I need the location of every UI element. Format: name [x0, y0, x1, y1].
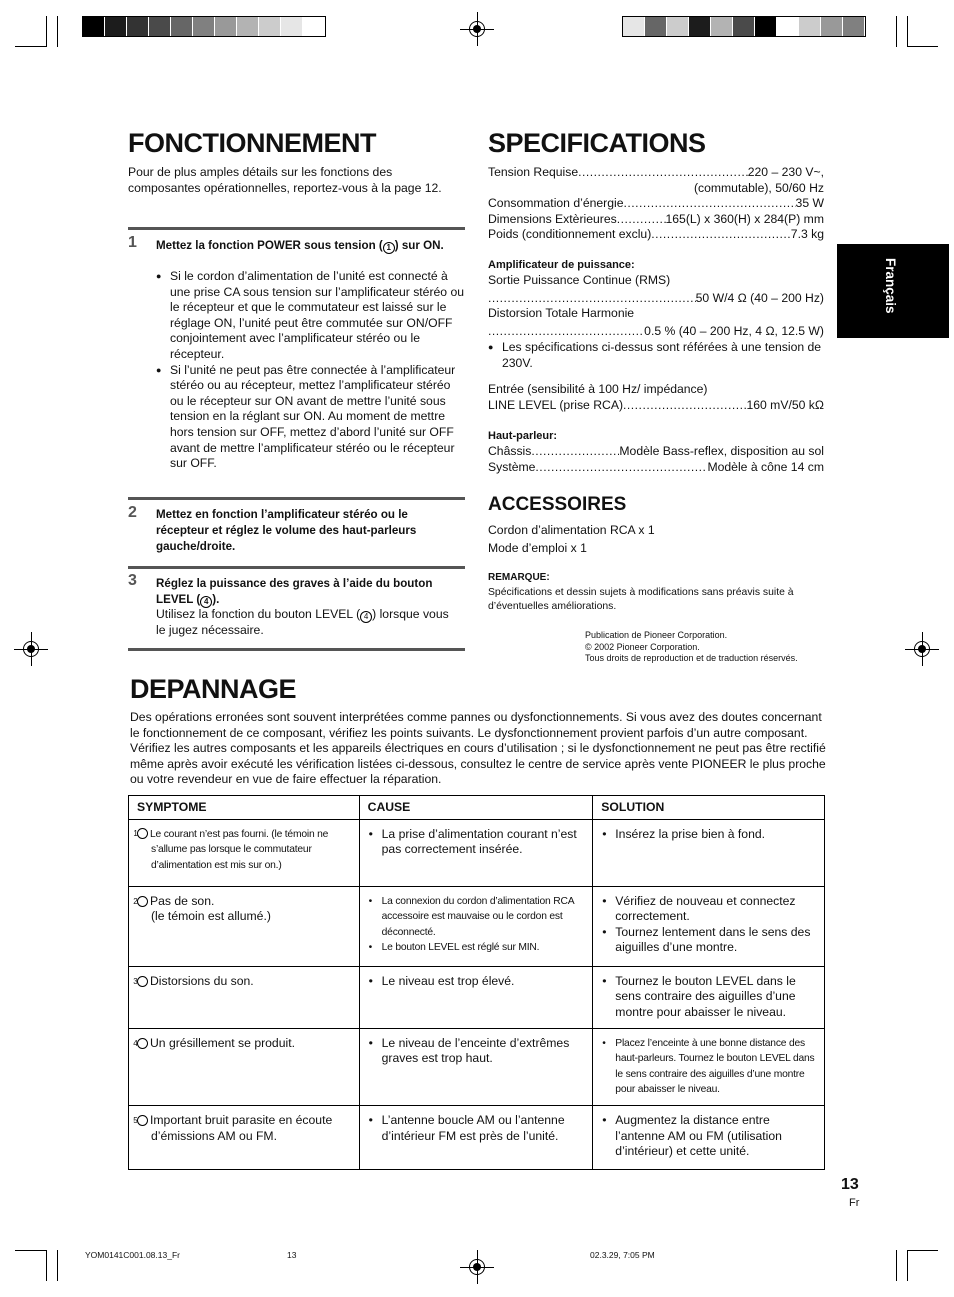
- color-swatch: [303, 17, 325, 36]
- specifications-title: SPECIFICATIONS: [488, 128, 706, 158]
- table-row: 2 Pas de son. (le témoin est allumé.) • La connexion du cordon d’alimentation RCA accessoire est mauvaise ou le cordon est déconnecté. • Le bouton LEVEL est réglé sur MIN. • Vérifiez de nouveau et connectez correctement. • Tournez lentement dans le sens des aiguilles d’une montre.: [129, 886, 825, 966]
- color-swatch: [843, 17, 865, 36]
- table-row: 3 Distorsions du son. • Le niveau est trop élevé. • Tournez le bouton LEVEL dans le sens contraire des aiguilles d’une montre pour abaisser le niveau.: [129, 966, 825, 1028]
- color-swatch: [149, 17, 171, 36]
- footer-code: YOM0141C001.08.13_Fr: [85, 1250, 180, 1260]
- step-number: 1: [128, 234, 137, 251]
- hp-heading: Haut-parleur:: [488, 430, 558, 442]
- list-item: ● Si le cordon d’alimentation de l’unité est connecté à une prise CA sous tension sur l’amplificateur stéréo ou le récepteur et que le commutateur est laissé sur le réglage ON, l’unité peut être commutée sur ON/OFF conjointement avec l’amplificateur stéréo ou le récepteur.: [156, 269, 465, 363]
- page-number: 13: [841, 1176, 859, 1193]
- color-swatch: [237, 17, 259, 36]
- list-item: • Tournez lentement dans le sens des aiguilles d’une montre.: [601, 925, 816, 956]
- color-swatch: [799, 17, 821, 36]
- publication-note: Publication de Pioneer Corporation. © 2002 Pioneer Corporation. Tous droits de reproduction et de traduction réservés.: [585, 630, 798, 664]
- color-swatch: [281, 17, 303, 36]
- color-swatch: [171, 17, 193, 36]
- fonctionnement-intro: Pour de plus amples détails sur les fonctions des composantes opérationnelles, reportez-vous à la page 12.: [128, 165, 442, 195]
- list-item: • Le niveau est trop élevé.: [368, 974, 585, 990]
- spec-row: Poids (conditionnement exclu) ..... 7.3 kg: [488, 227, 824, 243]
- list-item: ● Si l’unité ne peut pas être connectée à l’amplificateur stéréo ou au récepteur, mettez l’amplificateur stéréo ou le récepteur sur ON avant de mettre l’unité sous tension en la réglant sur ON. Au moment de mettre hors tension sur OFF, mettez d’abord l’unité sur OFF avant de mettre l’amplificateur stéréo ou le récepteur sur OFF.: [156, 363, 465, 472]
- list-item: • L’antenne boucle AM ou l’antenne d’intérieur FM est près de l’unité.: [368, 1113, 585, 1144]
- list-item: • La prise d’alimentation courant n’est pas correctement insérée.: [368, 827, 585, 858]
- list-item: • Tournez le bouton LEVEL dans le sens contraire des aiguilles d’une montre pour abaisser le niveau.: [601, 974, 816, 1021]
- color-swatch: [689, 17, 711, 36]
- spec-row: Dimensions Extèrieures ..... 165(L) x 360(H) x 284(P) mm: [488, 212, 824, 228]
- registration-mark-top: [466, 18, 488, 40]
- color-swatch: [83, 17, 105, 36]
- column-header: CAUSE: [359, 796, 593, 820]
- list-item: • Le bouton LEVEL est réglé sur MIN.: [368, 940, 585, 956]
- divider: [128, 648, 465, 651]
- column-header: SOLUTION: [593, 796, 825, 820]
- spec-row: Système ..... Modèle à cône 14 cm: [488, 460, 824, 476]
- color-swatch: [127, 17, 149, 36]
- language-tab-label: Français: [883, 258, 898, 314]
- color-swatch: [755, 17, 777, 36]
- table-row: 4 Un grésillement se produit. • Le niveau de l’enceinte d’extrêmes graves est trop haut. • Placez l’enceinte à une bonne distance des haut-parleurs. Tournez le bouton LEVEL dans le sens contraire des aiguilles d’une montre pour abaisser le niveau.: [129, 1028, 825, 1105]
- spec-row: ..... 0.5 % (40 – 200 Hz, 4 Ω, 12.5 W): [488, 324, 824, 340]
- color-swatch: [821, 17, 843, 36]
- color-bars-left: [82, 16, 326, 37]
- list-item: • Le niveau de l’enceinte d’extrêmes graves est trop haut.: [368, 1036, 585, 1067]
- spec-row: Tension Requise ..... 220 – 230 V~,: [488, 165, 824, 181]
- step-number: 2: [128, 504, 137, 521]
- step-number: 3: [128, 572, 137, 589]
- amp-heading: Amplificateur de puissance:: [488, 259, 635, 271]
- page-language: Fr: [849, 1197, 860, 1209]
- accessoires-title: ACCESSOIRES: [488, 494, 627, 515]
- level-icon: 4: [200, 596, 212, 608]
- registration-mark-right: [911, 638, 933, 660]
- color-swatch: [667, 17, 689, 36]
- step-3-text: Utilisez la fonction du bouton LEVEL ( 4 ) lorsque vous le jugez nécessaire.: [156, 607, 449, 637]
- column-header: SYMPTOME: [129, 796, 360, 820]
- list-item: • Vérifiez de nouveau et connectez correctement.: [601, 894, 816, 925]
- number-badge: 5: [137, 1115, 148, 1126]
- footer-page: 13: [287, 1250, 297, 1260]
- divider: [128, 497, 465, 500]
- color-swatch: [777, 17, 799, 36]
- depannage-intro: Des opérations erronées sont souvent interprétées comme pannes ou dysfonctionnements. Si vous avez des doutes concernant le fonctionnement de ce composant, vérifiez les points suivants. Le dysfonctionnement provient parfois d’un autre composant. Vérifiez les autres composants et les appareils électriques en cours d’utilisation ; si le dysfonctionnement ne peut pas être rectifié même après avoir exécuté les vérification listées ci-dessous, consultez le centre de service après vente PIONEER le plus proche ou votre revendeur en vue de faire effectuer la réparation.: [130, 710, 826, 787]
- level-icon: 4: [360, 611, 372, 623]
- list-item: Mode d’emploi x 1: [488, 541, 587, 555]
- troubleshooting-table: [128, 795, 825, 1170]
- color-swatch: [733, 17, 755, 36]
- fonctionnement-title: FONCTIONNEMENT: [128, 128, 376, 158]
- number-badge: 1: [137, 828, 148, 839]
- number-badge: 3: [137, 976, 148, 987]
- footer-datetime: 02.3.29, 7:05 PM: [590, 1250, 655, 1260]
- accessoires-list: [488, 521, 655, 557]
- remarque-heading: REMARQUE:: [488, 572, 550, 583]
- input-specs: [488, 382, 824, 413]
- color-swatch: [193, 17, 215, 36]
- list-item: • La connexion du cordon d’alimentation RCA accessoire est mauvaise ou le cordon est déconnecté.: [368, 894, 585, 941]
- number-badge: 4: [137, 1038, 148, 1049]
- color-swatch: [711, 17, 733, 36]
- step-1-bullets: [156, 269, 465, 472]
- amp-specs: [488, 273, 824, 372]
- language-tab: [837, 244, 949, 338]
- table-row: 1 Le courant n’est pas fourni. (le témoin ne s’allume pas lorsque le commutateur d’alimentation est mis sur on.) • La prise d’alimentation courant n’est pas correctement insérée. • Insérez la prise bien à fond.: [129, 819, 825, 886]
- list-item: • Augmentez la distance entre l’antenne AM ou FM (utilisation d’intérieur) et cette unité.: [601, 1113, 816, 1160]
- spec-row: Châssis ..... Modèle Bass-reflex, disposition au sol: [488, 444, 824, 460]
- color-swatch: [215, 17, 237, 36]
- step-3-heading: Réglez la puissance des graves à l’aide du bouton LEVEL ( 4 ).: [156, 577, 433, 606]
- spec-row: (commutable), 50/60 Hz: [693, 180, 824, 195]
- color-swatch: [623, 17, 645, 36]
- color-swatch: [105, 17, 127, 36]
- spec-line: Distorsion Totale Harmonie: [488, 306, 635, 321]
- spec-line: Sortie Puissance Continue (RMS): [488, 273, 671, 287]
- table-header-row: [129, 796, 825, 820]
- power-icon: 1: [383, 242, 395, 254]
- divider: [128, 566, 465, 569]
- remarque-text: Spécifications et dessin sujets à modifications sans préavis suite à d’éventuelles améliorations.: [488, 587, 794, 612]
- table-row: 5 Important bruit parasite en écoute d’émissions AM ou FM. • L’antenne boucle AM ou l’antenne d’intérieur FM est près de l’unité. • Augmentez la distance entre l’antenne AM ou FM (utilisation d’intérieur) et cette unité.: [129, 1105, 825, 1169]
- divider: [128, 227, 465, 230]
- spec-line: Entrée (sensibilité à 100 Hz/ impédance): [488, 382, 708, 396]
- list-item: • Placez l’enceinte à une bonne distance des haut-parleurs. Tournez le bouton LEVEL dans le sens contraire des aiguilles d’une montre pour abaisser le niveau.: [601, 1036, 816, 1098]
- color-swatch: [259, 17, 281, 36]
- number-badge: 2: [137, 896, 148, 907]
- spec-row: Consommation d’énergie ..... 35 W: [488, 196, 824, 212]
- hp-specs: [488, 444, 824, 475]
- spec-row: ..... 50 W/4 Ω (40 – 200 Hz): [488, 291, 824, 307]
- step-1-heading: Mettez la fonction POWER sous tension ( 1 ) sur ON.: [156, 239, 444, 252]
- registration-mark-bottom: [466, 1256, 488, 1278]
- step-2-heading: Mettez en fonction l’amplificateur stéréo ou le récepteur et réglez le volume des haut-parleurs gauche/droite.: [156, 508, 417, 553]
- list-item: Cordon d’alimentation RCA x 1: [488, 523, 655, 537]
- spec-row: LINE LEVEL (prise RCA) ..... 160 mV/50 kΩ: [488, 398, 824, 414]
- list-item: • Insérez la prise bien à fond.: [601, 827, 816, 843]
- color-swatch: [645, 17, 667, 36]
- registration-mark-left: [20, 638, 42, 660]
- spec-general: [488, 165, 824, 243]
- list-item: ● Les spécifications ci-dessus sont référées à une tension de 230V.: [488, 340, 824, 371]
- depannage-title: DEPANNAGE: [130, 674, 297, 704]
- color-bars-right: [622, 16, 866, 37]
